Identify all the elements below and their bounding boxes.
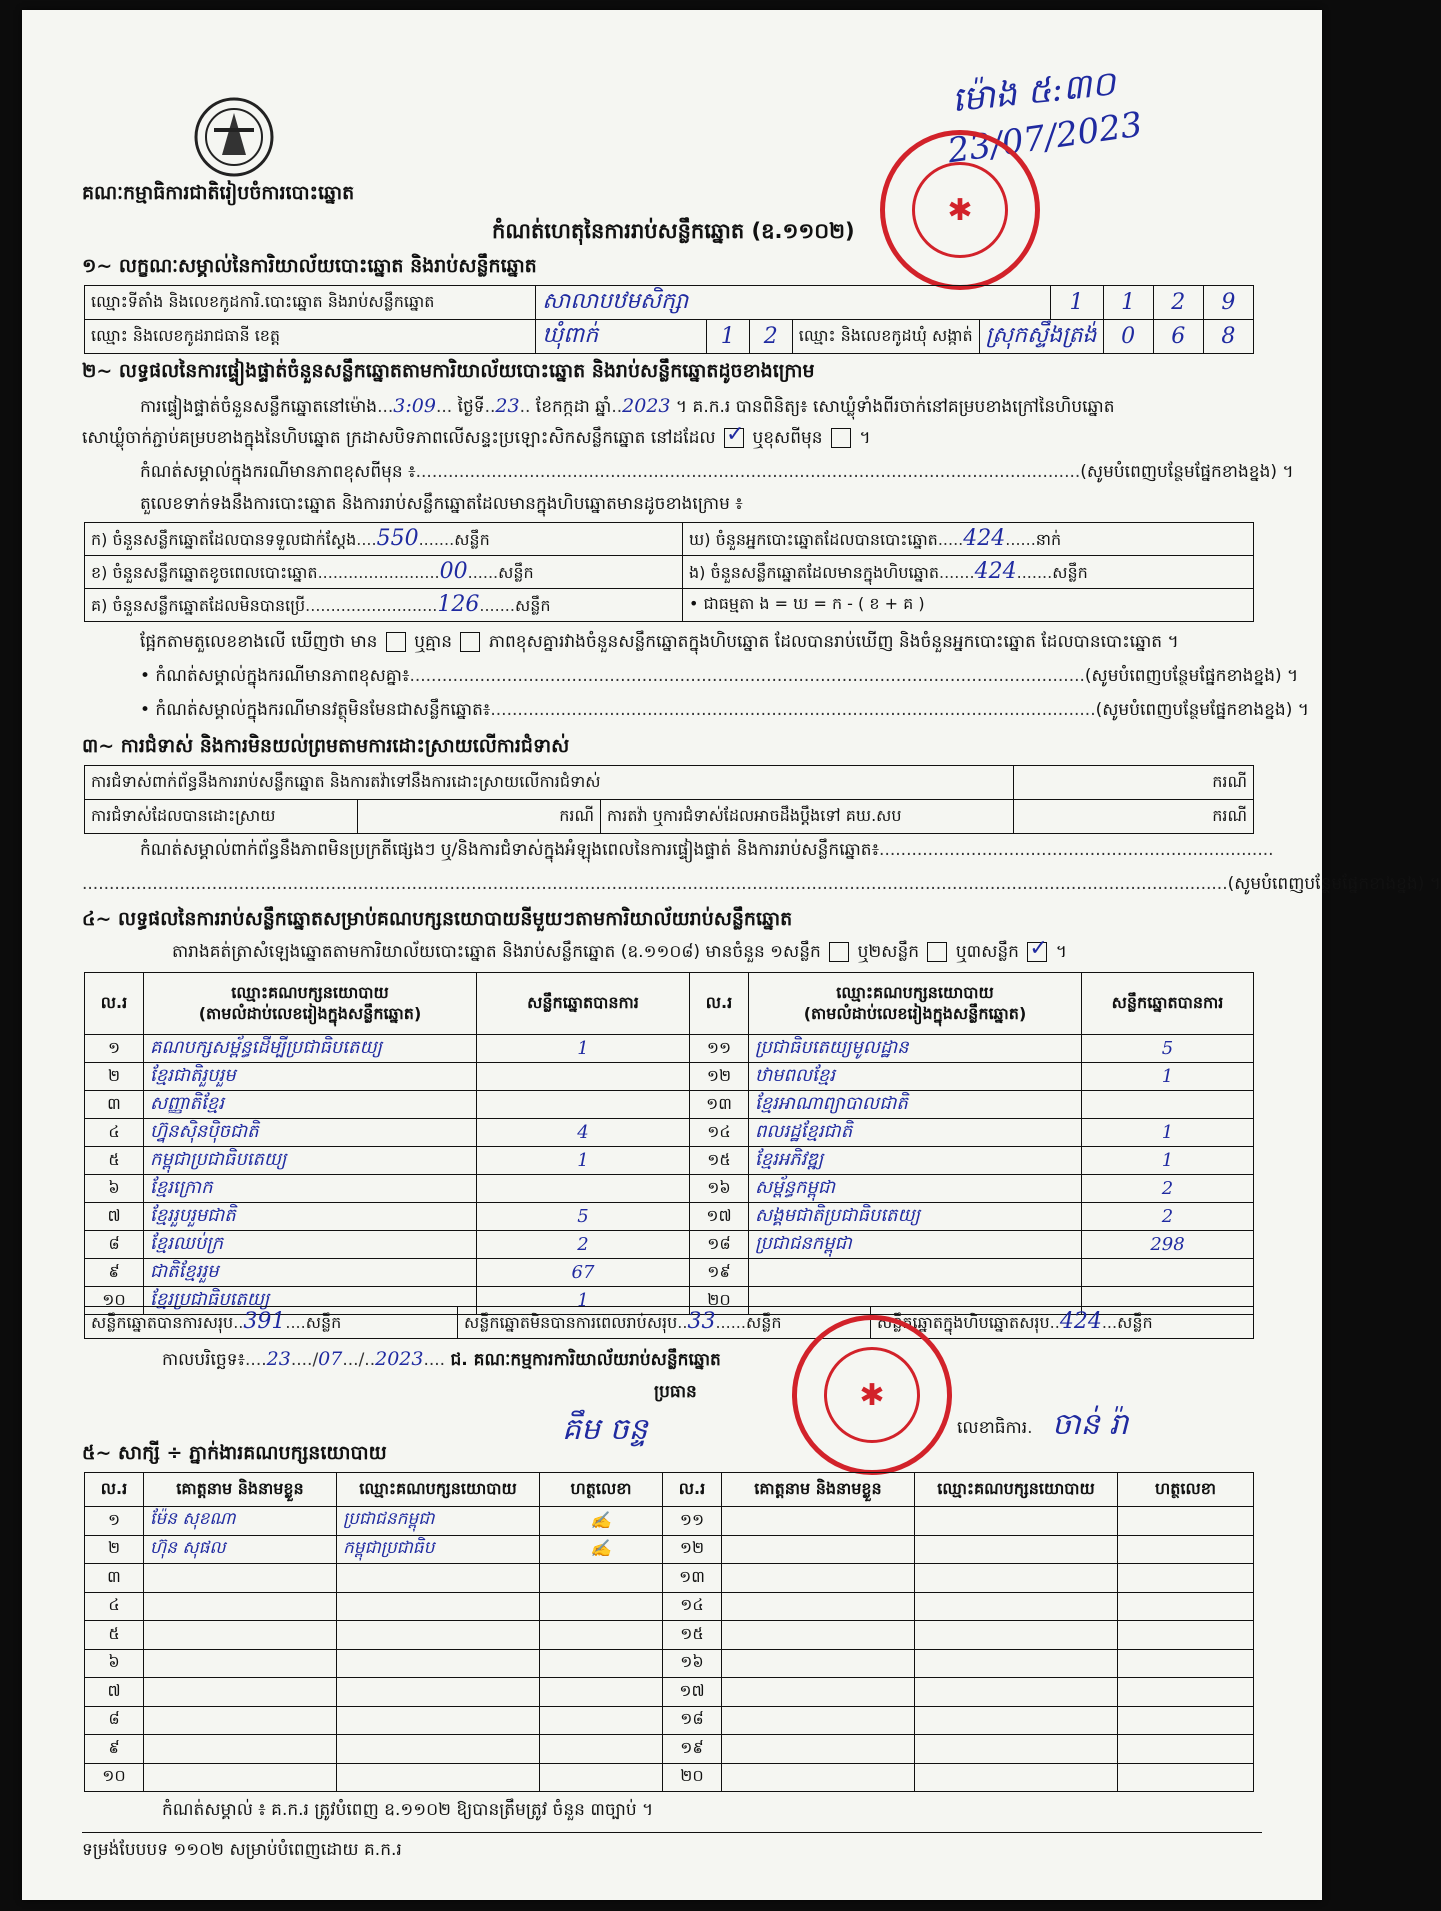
same-checkbox[interactable]: ✓	[726, 422, 745, 447]
result-party: ជាតិខ្មែររួម	[144, 1259, 477, 1287]
objection-note-line2: ....................................................................................................................................................................................................................(សូមបំពេញបន្ថែមផ្នែកខាងខ្នង) ។	[82, 874, 1441, 894]
witness-party	[337, 1592, 540, 1621]
comparison-text: ផ្អែកតាមតួលេខខាងលើ ឃើញថា មាន	[140, 632, 378, 652]
invalid-total-unit: សន្លឹក	[745, 1313, 782, 1332]
objection-appeal-label: ការតវ៉ា ឬការជំទាស់ដែលអាចដឹងប្តឹងទៅ គឃ.សប	[601, 800, 1014, 834]
difference-note-suffix: (សូមបំពេញបន្ថែមផ្នែកខាងខ្នង) ។	[1080, 462, 1294, 482]
witness-name	[144, 1564, 337, 1593]
election-committee-emblem-icon	[192, 95, 277, 180]
result-votes: 2	[1082, 1203, 1254, 1231]
witness-signature[interactable]	[1118, 1592, 1254, 1621]
objection-note-suffix: (សូមបំពេញបន្ថែមផ្នែកខាងខ្នង) ។	[1227, 874, 1441, 894]
result-no: ១៤	[690, 1119, 749, 1147]
witness-party[interactable]	[915, 1763, 1118, 1792]
witness-signature: ✍	[540, 1507, 663, 1536]
tally-text: តារាងគត់ត្រាសំឡេងឆ្នោតតាមការិយាល័យបោះឆ្នោត និងរាប់សន្លឹកឆ្នោត (ឧ.១១០៨) មានចំនួន ១សន្លឹក	[172, 942, 821, 962]
official-stamp-top	[880, 130, 1040, 290]
result-no: ៤	[85, 1119, 144, 1147]
witness-name[interactable]	[722, 1706, 915, 1735]
witness-party[interactable]	[915, 1621, 1118, 1650]
section2-heading: ២~ លទ្ធផលនៃការផ្ទៀងផ្ទាត់ចំនួនសន្លឹកឆ្នោតតាមការិយាល័យបោះឆ្នោត និងរាប់សន្លឹកឆ្នោតដូចខាងក្រោម	[82, 360, 815, 382]
witness-party	[337, 1564, 540, 1593]
verification-text-d: ។ គ.ក.រ បានពិនិត្យ៖ សោឃ្លុំទាំងពីរចាក់នៅគម្របខាងក្រៅនៃហិបឆ្នោត	[675, 397, 1115, 417]
chair-signature: គឹម ចន្ទ	[562, 1412, 648, 1447]
witness-signature	[540, 1763, 663, 1792]
witness-no: ១	[85, 1507, 144, 1536]
witness-row	[85, 1564, 1254, 1593]
witness-name	[144, 1735, 337, 1764]
bullet-difference-suffix: (សូមបំពេញបន្ថែមផ្នែកខាងខ្នង) ។	[1084, 666, 1299, 686]
col-party-right	[749, 973, 1082, 1035]
results-row	[85, 1119, 1254, 1147]
witness-name	[144, 1706, 337, 1735]
witness-no: ១៥	[663, 1621, 722, 1650]
witness-no: ១៦	[663, 1649, 722, 1678]
tally-two-sheets-checkbox[interactable]	[927, 942, 947, 962]
commune-label: ឈ្មោះ និងលេខកូដឃុំ សង្កាត់	[792, 320, 979, 354]
witness-party[interactable]	[915, 1592, 1118, 1621]
result-no: ១១	[690, 1035, 749, 1063]
seal-check-text: សោឃ្លុំចាក់ភ្ជាប់គម្របខាងក្នុងនៃហិបឆ្នោត ក្រដាសបិទភាពលើសន្ទះប្រឡោះសិកសន្លឹកឆ្នោត នៅដដែល	[82, 428, 716, 448]
witness-signature	[540, 1735, 663, 1764]
result-party: ខ្មែរឈប់ក្រ	[144, 1231, 477, 1259]
witness-no: ៥	[85, 1621, 144, 1650]
witness-no: ២	[85, 1535, 144, 1564]
result-party	[749, 1259, 1082, 1287]
bullet-nonballot: • កំណត់សម្គាល់ក្នុងករណីមានវត្ថុមិនមែនជាសន្លឹកឆ្នោត៖................................................................................................................(សូមបំពេញបន្ថែមផ្នែកខាងខ្នង) ។	[140, 700, 1309, 720]
ka-unit: សន្លឹក	[454, 529, 490, 549]
secretary-label: លេខាធិការ	[957, 1418, 1028, 1438]
witness-col-name-left: គោត្តនាម និងនាមខ្លួន	[144, 1473, 337, 1507]
no-difference-checkbox[interactable]	[460, 632, 480, 652]
witness-no: ១២	[663, 1535, 722, 1564]
totals-row: សន្លឹកឆ្នោតបានការសរុប..391....សន្លឹក សន្លឹកឆ្នោតមិនបានការពេលរាប់សរុប..33......សន្លឹក សន្លឹកឆ្នោតក្នុងហិបឆ្នោតសរុប..424...សន្លឹក	[84, 1306, 1254, 1339]
result-no: ១៦	[690, 1175, 749, 1203]
result-votes: 1	[477, 1287, 690, 1315]
handwritten-date: 23/07/2023	[945, 104, 1145, 172]
section5-heading: ៥~ សាក្សី ÷ ភ្នាក់ងារគណបក្សនយោបាយ	[82, 1442, 387, 1464]
result-no: ៩	[85, 1259, 144, 1287]
witness-row	[85, 1706, 1254, 1735]
result-votes: 5	[477, 1203, 690, 1231]
province-value: ឃុំពាក់	[542, 322, 599, 348]
witness-party[interactable]	[915, 1564, 1118, 1593]
difference-note-line: កំណត់សម្គាល់ក្នុងករណីមានភាពខុសពីមុន ៖...........................................................................................................................(សូមបំពេញបន្ថែមផ្នែកខាងខ្នង) ។	[140, 462, 1294, 482]
witness-col-sign-left: ហត្ថលេខា	[540, 1473, 663, 1507]
result-party: ខ្មែរអភិវឌ្ឍ	[749, 1147, 1082, 1175]
has-difference-checkbox[interactable]	[386, 632, 406, 652]
result-party: សង្គមជាតិប្រជាធិបតេយ្យ	[749, 1203, 1082, 1231]
witness-signature[interactable]	[1118, 1535, 1254, 1564]
witness-no: ២០	[663, 1763, 722, 1792]
witness-party	[337, 1621, 540, 1650]
province-code-1: 1	[720, 324, 735, 349]
location-label: ឈ្មោះទីតាំង និងលេខកូដការិ.បោះឆ្នោត និងរាប់សន្លឹកឆ្នោត	[85, 286, 536, 320]
objection-note-label: កំណត់សម្គាល់ពាក់ព័ន្ធនឹងភាពមិនប្រក្រតីផ្សេងៗ ឬ/និងការជំទាស់ក្នុងអំឡុងពេលនៃការផ្ទៀងផ្ទាត់ និងការរាប់សន្លឹកឆ្នោត៖	[140, 840, 880, 860]
witness-name[interactable]	[722, 1535, 915, 1564]
province-label: ឈ្មោះ និងលេខកូដរាជធានី ខេត្ត	[85, 320, 536, 354]
witness-no: ៨	[85, 1706, 144, 1735]
witness-signature[interactable]	[1118, 1763, 1254, 1792]
tally-opt3: ឬ៣សន្លឹក	[955, 942, 1019, 962]
valid-total-unit: សន្លឹក	[305, 1313, 342, 1332]
witness-signature[interactable]	[1118, 1649, 1254, 1678]
witness-signature[interactable]	[1118, 1706, 1254, 1735]
witness-signature	[540, 1564, 663, 1593]
witness-col-no-right: ល.រ	[663, 1473, 722, 1507]
commune-code-2: 6	[1171, 324, 1186, 349]
location-table	[84, 285, 1254, 354]
commune-value: ស្រុកស្ទឹងត្រង់	[985, 322, 1097, 348]
result-no: ២	[85, 1063, 144, 1091]
result-votes: 1	[1082, 1063, 1254, 1091]
tally-one-sheet-checkbox[interactable]	[829, 942, 849, 962]
footer-note: ទម្រង់បែបបទ ១១០២ សម្រាប់បំពេញដោយ គ.ក.រ	[82, 1840, 402, 1860]
witness-signature	[540, 1592, 663, 1621]
verification-year: 2023	[622, 395, 671, 417]
witness-name[interactable]	[722, 1592, 915, 1621]
gho-label: ឃ) ចំនួនអ្នកបោះឆ្នោតដែលបានបោះឆ្នោត	[689, 529, 938, 549]
bullet-difference: • កំណត់សម្គាល់ក្នុងករណីមានភាពខុសគ្នា៖.............................................................................................................................(សូមបំពេញបន្ថែមផ្នែកខាងខ្នង) ។	[140, 666, 1299, 686]
col-party-left-sub: (តាមលំដាប់លេខរៀងក្នុងសន្លឹកឆ្នោត)	[198, 1003, 422, 1023]
ngo-unit: សន្លឹក	[1052, 562, 1088, 582]
ko-value: 126	[437, 591, 480, 617]
witness-party[interactable]	[915, 1649, 1118, 1678]
date-day: 23	[266, 1348, 291, 1370]
verification-day: 23	[495, 395, 520, 417]
witness-signature	[540, 1706, 663, 1735]
result-party: ខ្មែរជាតិរួបរួម	[144, 1063, 477, 1091]
box-total-unit: សន្លឹក	[1117, 1313, 1153, 1332]
comparison-rest: ភាពខុសគ្នារវាងចំនួនសន្លឹកឆ្នោតក្នុងហិបឆ្នោត ដែលបានរាប់ឃើញ និងចំនួនអ្នកបោះឆ្នោត ដែលបានបោះឆ្នោត ។	[488, 632, 1179, 652]
col-party-left	[144, 973, 477, 1035]
ka-value: 550	[376, 525, 419, 551]
witness-party	[337, 1706, 540, 1735]
witness-signature: ✍	[540, 1535, 663, 1564]
witness-party	[337, 1763, 540, 1792]
result-no: ១៣	[690, 1091, 749, 1119]
witness-name: ហ៊ុន សុផល	[144, 1535, 337, 1564]
col-no-right: ល.រ	[690, 973, 749, 1035]
witness-party[interactable]	[915, 1535, 1118, 1564]
bullet-nonballot-label: • កំណត់សម្គាល់ក្នុងករណីមានវត្ថុមិនមែនជាសន្លឹកឆ្នោត៖	[140, 700, 491, 720]
result-party: សម្ព័ន្ធកម្ពុជា	[749, 1175, 1082, 1203]
witness-row	[85, 1592, 1254, 1621]
result-votes: 1	[1082, 1147, 1254, 1175]
official-stamp-bottom	[792, 1315, 952, 1475]
stamp-emblem-icon: ✱	[824, 1347, 920, 1443]
witness-row	[85, 1649, 1254, 1678]
result-no: ១	[85, 1035, 144, 1063]
witness-no: ១៤	[663, 1592, 722, 1621]
col-no-left: ល.រ	[85, 973, 144, 1035]
witness-signature[interactable]	[1118, 1621, 1254, 1650]
bullet-difference-label: • កំណត់សម្គាល់ក្នុងករណីមានភាពខុសគ្នា៖	[140, 666, 410, 686]
date-label: កាលបរិច្ឆេទ៖	[162, 1350, 246, 1370]
difference-note-label: កំណត់សម្គាល់ក្នុងករណីមានភាពខុសពីមុន ៖	[140, 462, 416, 482]
witness-signature[interactable]	[1118, 1507, 1254, 1536]
verification-time: 3:09	[393, 395, 436, 417]
location-value: សាលាបឋមសិក្សា	[542, 288, 689, 314]
witness-name	[144, 1678, 337, 1707]
result-no: ៦	[85, 1175, 144, 1203]
witness-col-party-right: ឈ្មោះគណបក្សនយោបាយ	[915, 1473, 1118, 1507]
witness-no: ១១	[663, 1507, 722, 1536]
kha-value: 00	[439, 558, 468, 584]
witness-col-no-left: ល.រ	[85, 1473, 144, 1507]
result-votes: 1	[477, 1147, 690, 1175]
chair-label: ប្រធាន	[654, 1382, 697, 1402]
result-party: សញ្ញាតិខ្មែរ	[144, 1091, 477, 1119]
figures-table: ក) ចំនួនសន្លឹកឆ្នោតដែលបានទទួលជាក់ស្តែង....550.......សន្លឹក ឃ) ចំនួនអ្នកបោះឆ្នោតដែលបានបោះឆ្នោត.....424......នាក់ ខ) ចំនួនសន្លឹកឆ្នោតខូចពេលបោះឆ្នោត........................00......សន្លឹក ង) ចំនួនសន្លឹកឆ្នោតដែលមានក្នុងហិបឆ្នោត.......424.......សន្លឹក គ) ចំនួនសន្លឹកឆ្នោតដែលមិនបានប្រើ..........................126.......សន្លឹក • ជាធម្មតា ង = ឃ = ក - ( ខ + គ )	[84, 522, 1254, 622]
seal-check-or: ឬខុសពីមុន	[752, 428, 823, 448]
witness-party[interactable]	[915, 1706, 1118, 1735]
witness-col-sign-right: ហត្ថលេខា	[1118, 1473, 1254, 1507]
col-party-right-sub: (តាមលំដាប់លេខរៀងក្នុងសន្លឹកឆ្នោត)	[803, 1003, 1027, 1023]
witness-col-party-left: ឈ្មោះគណបក្សនយោបាយ	[337, 1473, 540, 1507]
result-votes: 67	[477, 1259, 690, 1287]
result-votes	[477, 1091, 690, 1119]
result-votes: 1	[1082, 1119, 1254, 1147]
witness-signature[interactable]	[1118, 1678, 1254, 1707]
witness-row	[85, 1621, 1254, 1650]
location-code-4: 9	[1221, 290, 1236, 315]
results-row	[85, 1203, 1254, 1231]
witness-no: ១៣	[663, 1564, 722, 1593]
result-no: ១០	[85, 1287, 144, 1315]
witness-no: ៣	[85, 1564, 144, 1593]
objection-row1-label: ការជំទាស់ពាក់ព័ន្ធនឹងការរាប់សន្លឹកឆ្នោត និងការតវ៉ាទៅនឹងការដោះស្រាយលើការជំទាស់	[85, 766, 1014, 800]
committee-name: គណៈកម្មាធិការជាតិរៀបចំការបោះឆ្នោត	[82, 182, 355, 204]
results-row	[85, 1231, 1254, 1259]
handwritten-time: ម៉ោង ៥:៣០	[950, 63, 1118, 121]
result-votes: 2	[1082, 1175, 1254, 1203]
witness-signature[interactable]	[1118, 1564, 1254, 1593]
result-votes	[1082, 1259, 1254, 1287]
gho-unit: នាក់	[1035, 529, 1062, 549]
different-checkbox[interactable]	[831, 428, 851, 448]
result-party: ហ្វ៊ុនស៊ិនប៉ិចជាតិ	[144, 1119, 477, 1147]
objection-note-line: កំណត់សម្គាល់ពាក់ព័ន្ធនឹងភាពមិនប្រក្រតីផ្សេងៗ ឬ/និងការជំទាស់ក្នុងអំឡុងពេលនៃការផ្ទៀងផ្ទាត់ និងការរាប់សន្លឹកឆ្នោត៖.........................................................................	[140, 840, 1274, 860]
ngo-label: ង) ចំនួនសន្លឹកឆ្នោតដែលមានក្នុងហិបឆ្នោត	[689, 562, 939, 582]
witness-party[interactable]	[915, 1507, 1118, 1536]
section1-heading: ១~ លក្ខណៈសម្គាល់នៃការិយាល័យបោះឆ្នោត និងរាប់សន្លឹកឆ្នោត	[82, 255, 537, 277]
witness-row	[85, 1507, 1254, 1536]
witness-no: ១៧	[663, 1678, 722, 1707]
results-row	[85, 1091, 1254, 1119]
col-party-right-title: ឈ្មោះគណបក្សនយោបាយ	[836, 982, 994, 1002]
objections-table	[84, 765, 1254, 834]
form-sheet	[22, 10, 1441, 1900]
date-year: 2023	[375, 1348, 424, 1370]
comparison-line	[140, 632, 1179, 653]
witness-name[interactable]	[722, 1678, 915, 1707]
section4-heading: ៤~ លទ្ធផលនៃការរាប់សន្លឹកឆ្នោតសម្រាប់គណបក្សនយោបាយនីមួយៗតាមការិយាល័យរាប់សន្លឹកឆ្នោត	[82, 908, 793, 930]
location-code-1: 1	[1069, 290, 1084, 315]
witness-row	[85, 1535, 1254, 1564]
ko-unit: សន្លឹក	[514, 595, 551, 615]
result-no: ១៧	[690, 1203, 749, 1231]
result-party: ឋាមពលខ្មែរ	[749, 1063, 1082, 1091]
verification-text-b: ថ្ងៃទី	[457, 397, 485, 417]
witness-no: ១៨	[663, 1706, 722, 1735]
result-votes	[477, 1063, 690, 1091]
result-party: គណបក្សសម្ព័ន្ធដើម្បីប្រជាធិបតេយ្យ	[144, 1035, 477, 1063]
results-row	[85, 1147, 1254, 1175]
witness-table	[84, 1472, 1254, 1792]
witness-name[interactable]	[722, 1763, 915, 1792]
result-votes: 5	[1082, 1035, 1254, 1063]
witness-no: ១០	[85, 1763, 144, 1792]
footer-divider	[82, 1832, 1262, 1833]
results-row	[85, 1063, 1254, 1091]
tally-sheet-line: តារាងគត់ត្រាសំឡេងឆ្នោតតាមការិយាល័យបោះឆ្នោត និងរាប់សន្លឹកឆ្នោត (ឧ.១១០៨) មានចំនួន ១សន្លឹក ឬ២សន្លឹក ឬ៣សន្លឹក ✓ ។	[172, 936, 1068, 962]
witness-party[interactable]	[915, 1735, 1118, 1764]
witness-row	[85, 1678, 1254, 1707]
result-party: ពលរដ្ឋខ្មែរជាតិ	[749, 1119, 1082, 1147]
witness-party: ប្រជាជនកម្ពុជា	[337, 1507, 540, 1536]
location-code-3: 2	[1171, 290, 1186, 315]
valid-total-value: 391	[243, 1309, 286, 1334]
result-party: ខ្មែររួបរួមជាតិ	[144, 1203, 477, 1231]
stamp-emblem-icon: ✱	[912, 162, 1008, 258]
ko-label: គ) ចំនួនសន្លឹកឆ្នោតដែលមិនបានប្រើ	[91, 595, 306, 615]
verification-line: ការផ្ទៀងផ្ទាត់ចំនួនសន្លឹកឆ្នោតនៅម៉ោង...3:09... ថ្ងៃទី..23.. ខែកក្កដា ឆ្នាំ..2023 ។ គ.ក.រ បានពិនិត្យ៖ សោឃ្លុំទាំងពីរចាក់នៅគម្របខាងក្រៅនៃហិបឆ្នោត	[140, 395, 1115, 417]
result-no: ១២	[690, 1063, 749, 1091]
witness-signature	[540, 1621, 663, 1650]
invalid-total-label: សន្លឹកឆ្នោតមិនបានការពេលរាប់សរុប	[464, 1313, 678, 1332]
witness-no: ៧	[85, 1678, 144, 1707]
section3-heading: ៣~ ការជំទាស់ និងការមិនយល់ព្រមតាមការដោះស្រាយលើការជំទាស់	[82, 735, 570, 757]
result-votes: 4	[477, 1119, 690, 1147]
results-row	[85, 1035, 1254, 1063]
result-party: ខ្មែរក្រោក	[144, 1175, 477, 1203]
tally-three-sheets-checkbox[interactable]: ✓	[1029, 936, 1048, 961]
verification-text-c: ខែកក្កដា ឆ្នាំ	[535, 397, 612, 417]
witness-name	[144, 1649, 337, 1678]
seal-check-line: សោឃ្លុំចាក់ភ្ជាប់គម្របខាងក្នុងនៃហិបឆ្នោត ក្រដាសបិទភាពលើសន្ទះប្រឡោះសិកសន្លឹកឆ្នោត នៅដដែល ✓ ឬខុសពីមុន ។	[82, 422, 871, 448]
results-row	[85, 1175, 1254, 1203]
witness-signature	[540, 1678, 663, 1707]
result-no: ១៨	[690, 1231, 749, 1259]
witness-name: ម៉ែន សុខណា	[144, 1507, 337, 1536]
kha-unit: សន្លឹក	[498, 562, 534, 582]
witness-party	[337, 1735, 540, 1764]
formula: • ជាធម្មតា ង = ឃ = ក - ( ខ + គ )	[683, 589, 1254, 622]
witness-name	[144, 1592, 337, 1621]
result-votes: 1	[477, 1035, 690, 1063]
witness-no: ៦	[85, 1649, 144, 1678]
objection-resolved-label: ការជំទាស់ដែលបានដោះស្រាយ	[85, 800, 358, 834]
comparison-or: ឬគ្មាន	[414, 632, 453, 652]
invalid-total-value: 33	[687, 1309, 716, 1334]
witness-name[interactable]	[722, 1649, 915, 1678]
witness-party[interactable]	[915, 1678, 1118, 1707]
ka-label: ក) ចំនួនសន្លឹកឆ្នោតដែលបានទទួលជាក់ស្តែង	[91, 529, 357, 549]
result-votes: 298	[1082, 1231, 1254, 1259]
witness-name	[144, 1621, 337, 1650]
witness-party: កម្ពុជាប្រជាធិប	[337, 1535, 540, 1564]
sign-org: ជ. គណៈកម្មការការិយាល័យរាប់សន្លឹកឆ្នោត	[450, 1350, 721, 1370]
witness-row	[85, 1763, 1254, 1792]
gho-value: 424	[963, 525, 1006, 551]
secretary-line: លេខាធិការ.	[957, 1418, 1033, 1438]
result-no: ២០	[690, 1287, 749, 1315]
box-total-label: សន្លឹកឆ្នោតក្នុងហិបឆ្នោតសរុប	[877, 1313, 1050, 1332]
verification-text-a: ការផ្ទៀងផ្ទាត់ចំនួនសន្លឹកឆ្នោតនៅម៉ោង	[140, 397, 378, 417]
results-row	[85, 1259, 1254, 1287]
valid-total-label: សន្លឹកឆ្នោតបានការសរុប	[91, 1313, 234, 1332]
results-table	[84, 972, 1254, 1315]
col-party-left-title: ឈ្មោះគណបក្សនយោបាយ	[231, 982, 389, 1002]
witness-col-name-right: គោត្តនាម និងនាមខ្លួន	[722, 1473, 915, 1507]
result-party: ខ្មែរអាណាព្យាបាលជាតិ	[749, 1091, 1082, 1119]
commune-code-3: 8	[1221, 324, 1236, 349]
result-party: ប្រជាជនកម្ពុជា	[749, 1231, 1082, 1259]
witness-name[interactable]	[722, 1507, 915, 1536]
objection-resolved-cases: ករណី	[358, 800, 601, 834]
witness-signature	[540, 1649, 663, 1678]
result-no: ១៩	[690, 1259, 749, 1287]
witness-name	[144, 1763, 337, 1792]
witness-no: ៩	[85, 1735, 144, 1764]
witness-party	[337, 1678, 540, 1707]
result-no: ១៥	[690, 1147, 749, 1175]
location-code-2: 1	[1121, 290, 1136, 315]
section5-note: កំណត់សម្គាល់ ៖ គ.ក.រ ត្រូវបំពេញ ឧ.១១០២ ឱ្យបានត្រឹមត្រូវ ចំនួន ៣ច្បាប់ ។	[162, 1800, 654, 1820]
commune-code-1: 0	[1121, 324, 1136, 349]
result-no: ៨	[85, 1231, 144, 1259]
date-line: កាលបរិច្ឆេទ៖....23..../07.../..2023.... ជ. គណៈកម្មការការិយាល័យរាប់សន្លឹកឆ្នោត	[162, 1348, 721, 1370]
result-party: កម្ពុជាប្រជាធិបតេយ្យ	[144, 1147, 477, 1175]
form-title: កំណត់ហេតុនៃការរាប់សន្លឹកឆ្នោត (ឧ.១១០២)	[492, 219, 855, 243]
kha-label: ខ) ចំនួនសន្លឹកឆ្នោតខូចពេលបោះឆ្នោត	[91, 562, 318, 582]
col-votes-right: សន្លឹកឆ្នោតបានការ	[1082, 973, 1254, 1035]
result-party: ខ្មែរប្រជាធិបតេយ្យ	[144, 1287, 477, 1315]
witness-no: ១៩	[663, 1735, 722, 1764]
date-month: 07	[318, 1348, 343, 1370]
objection-appeal-cases: ករណី	[1014, 800, 1254, 834]
witness-name[interactable]	[722, 1564, 915, 1593]
witness-party	[337, 1649, 540, 1678]
objection-row1-cases: ករណី	[1014, 766, 1254, 800]
result-votes	[477, 1175, 690, 1203]
result-no: ៣	[85, 1091, 144, 1119]
box-total-value: 424	[1059, 1309, 1102, 1334]
figures-intro: តួលេខទាក់ទងនឹងការបោះឆ្នោត និងការរាប់សន្លឹកឆ្នោតដែលមានក្នុងហិបឆ្នោតមានដូចខាងក្រោម ៖	[140, 494, 743, 514]
province-code-2: 2	[763, 324, 778, 349]
ngo-value: 424	[974, 558, 1017, 584]
witness-no: ៤	[85, 1592, 144, 1621]
witness-name[interactable]	[722, 1735, 915, 1764]
result-votes: 2	[477, 1231, 690, 1259]
result-votes	[1082, 1091, 1254, 1119]
result-no: ៧	[85, 1203, 144, 1231]
witness-name[interactable]	[722, 1621, 915, 1650]
bullet-nonballot-suffix: (សូមបំពេញបន្ថែមផ្នែកខាងខ្នង) ។	[1095, 700, 1309, 720]
witness-signature[interactable]	[1118, 1735, 1254, 1764]
result-no: ៥	[85, 1147, 144, 1175]
tally-opt2: ឬ២សន្លឹក	[857, 942, 920, 962]
secretary-signature: ចាន់ រ៉ា	[1052, 1407, 1129, 1442]
col-votes-left: សន្លឹកឆ្នោតបានការ	[477, 973, 690, 1035]
witness-row	[85, 1735, 1254, 1764]
result-party: ប្រជាធិបតេយ្យមូលដ្ឋាន	[749, 1035, 1082, 1063]
